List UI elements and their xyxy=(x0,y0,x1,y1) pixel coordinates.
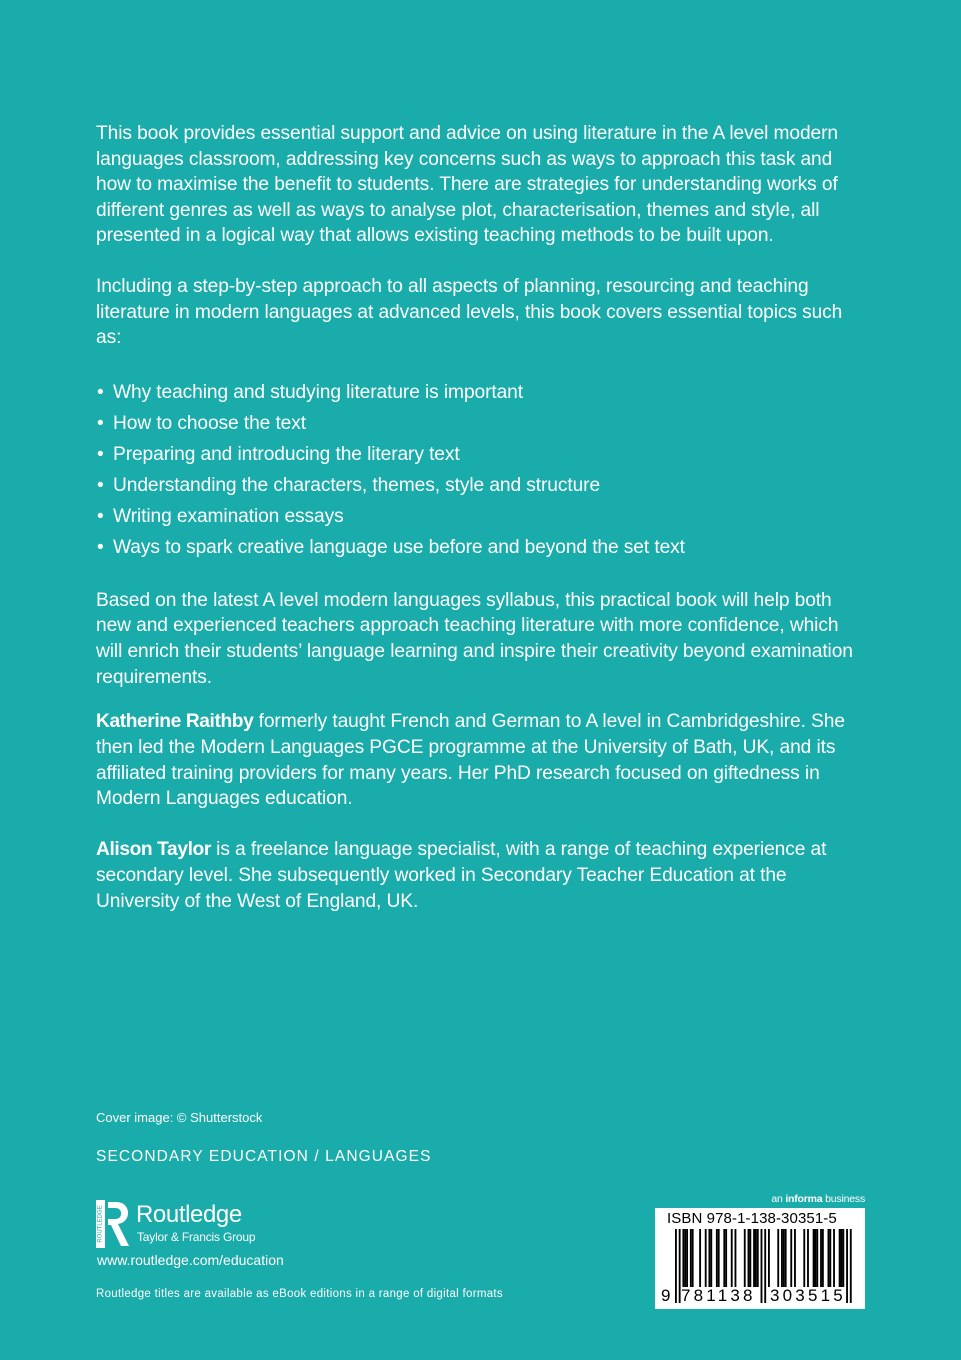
barcode-bar xyxy=(781,1229,783,1287)
list-item: • How to choose the text xyxy=(96,408,866,439)
barcode-bar xyxy=(764,1229,766,1303)
routledge-r-logo-icon xyxy=(96,1200,130,1248)
barcode-bar xyxy=(725,1229,727,1287)
isbn-label: ISBN 978-1-138-30351-5 xyxy=(667,1210,837,1227)
barcode-bar xyxy=(705,1229,707,1287)
bullet-icon: • xyxy=(97,443,104,465)
barcode-bar xyxy=(675,1229,677,1303)
topic-list xyxy=(96,377,866,563)
author-bio-text: is a freelance language specialist, with a range of teaching experience at secondary level. She subsequently worked in Secondary Teacher Education at the University of the West of England, UK. xyxy=(96,839,827,912)
barcode-bar xyxy=(842,1229,844,1287)
barcode-bar xyxy=(761,1229,763,1303)
list-item: • Why teaching and studying literature is important xyxy=(96,377,866,408)
barcode-bar xyxy=(822,1229,824,1287)
bullet-icon: • xyxy=(97,505,104,527)
publisher-name: Routledge xyxy=(136,1201,242,1228)
barcode-bar xyxy=(807,1229,809,1287)
barcode-bar xyxy=(718,1229,720,1287)
publisher-group: Taylor & Francis Group xyxy=(137,1230,256,1244)
barcode-bar xyxy=(783,1229,785,1287)
barcode-bar xyxy=(768,1229,770,1287)
barcode-left-digits: 781138 xyxy=(681,1286,756,1305)
barcode-bar xyxy=(790,1229,792,1287)
barcode-bar xyxy=(682,1229,684,1287)
publisher-website-link[interactable]: www.routledge.com/education xyxy=(97,1252,284,1268)
list-item: • Ways to spark creative language use before and beyond the set text xyxy=(96,532,866,563)
list-item: • Preparing and introducing the literary text xyxy=(96,439,866,470)
barcode-bar xyxy=(753,1229,755,1287)
barcode-bar xyxy=(820,1229,822,1287)
barcode-bar xyxy=(692,1229,694,1287)
barcode-bar xyxy=(839,1229,841,1287)
barcode-bar xyxy=(708,1229,710,1287)
barcode-bar xyxy=(748,1229,750,1287)
barcode-bar xyxy=(841,1229,843,1287)
barcode-bar xyxy=(803,1229,805,1287)
barcode-bar xyxy=(699,1229,701,1287)
barcode-right-digits: 303515 xyxy=(770,1286,846,1305)
barcode-bar xyxy=(816,1229,818,1287)
barcode-bar xyxy=(735,1229,737,1287)
bullet-icon: • xyxy=(97,412,104,434)
blurb-paragraph-2: Including a step-by-step approach to all aspects of planning, resourcing and teaching literature in modern languages at advanced levels, this book covers essential topics such as: xyxy=(96,275,843,349)
bullet-icon: • xyxy=(97,536,104,558)
subject-category: SECONDARY EDUCATION / LANGUAGES xyxy=(96,1148,432,1165)
author-bio-text: formerly taught French and German to A level in Cambridgeshire. She then led the Modern Languages PGCE programme at the University of Bath, UK, and its affiliated training providers for many years. Her PhD research focused on giftedness in Modern Languages education. xyxy=(96,711,845,810)
barcode-bar xyxy=(815,1229,817,1287)
author-bio-2 xyxy=(96,837,866,914)
barcode-bar xyxy=(757,1229,759,1287)
back-cover-blurb xyxy=(96,121,866,690)
svg-text:ROUTLEDGE: ROUTLEDGE xyxy=(97,1205,104,1243)
list-item: • Writing examination essays xyxy=(96,501,866,532)
ebook-availability-note: Routledge titles are available as eBook editions in a range of digital formats xyxy=(96,1288,503,1300)
informa-business-tag: an informa business xyxy=(771,1193,865,1205)
barcode-bar xyxy=(749,1229,751,1287)
barcode-bar xyxy=(794,1229,796,1287)
barcode-bar xyxy=(723,1229,725,1287)
barcode-bar xyxy=(850,1229,852,1303)
barcode-bar xyxy=(755,1229,757,1287)
blurb-paragraph-3: Based on the latest A level modern languages syllabus, this practical book will help both new and experienced teachers approach teaching literature with more confidence, which will enrich their students’ language learning and inspire their creativity beyond examination requirements. xyxy=(96,589,853,688)
barcode-bar xyxy=(829,1229,831,1287)
list-item: • Understanding the characters, themes, style and structure xyxy=(96,470,866,501)
barcode-bar xyxy=(690,1229,692,1287)
barcode-bar xyxy=(716,1229,718,1287)
barcode-bar xyxy=(744,1229,746,1287)
barcode-bar xyxy=(828,1229,830,1287)
isbn-barcode xyxy=(655,1208,865,1309)
barcode-bar xyxy=(846,1229,848,1303)
barcode-bar xyxy=(777,1229,779,1287)
barcode-bar xyxy=(813,1229,815,1287)
barcode-bar xyxy=(684,1229,686,1287)
barcode-bar xyxy=(731,1229,733,1287)
author-bio-1 xyxy=(96,709,866,812)
barcode-bar xyxy=(833,1229,835,1287)
barcode-bar xyxy=(710,1229,712,1287)
bullet-icon: • xyxy=(97,474,104,496)
bullet-icon: • xyxy=(97,381,104,403)
barcode-bar xyxy=(785,1229,787,1287)
blurb-paragraph-1: This book provides essential support and advice on using literature in the A level modern languages classroom, addressing key concerns such as ways to approach this task and how to maximise the benefit to students. There are strategies for understanding works of different genres as well as ways to analyse plot, characterisation, themes and style, all presented in a logical way that allows existing teaching methods to be built upon. xyxy=(96,123,838,247)
author-name: Katherine Raithby xyxy=(96,711,254,732)
barcode-lead-digit: 9 xyxy=(661,1286,671,1305)
author-name: Alison Taylor xyxy=(96,839,211,860)
cover-image-credit: Cover image: © Shutterstock xyxy=(96,1110,263,1125)
barcode-bar xyxy=(686,1229,688,1287)
